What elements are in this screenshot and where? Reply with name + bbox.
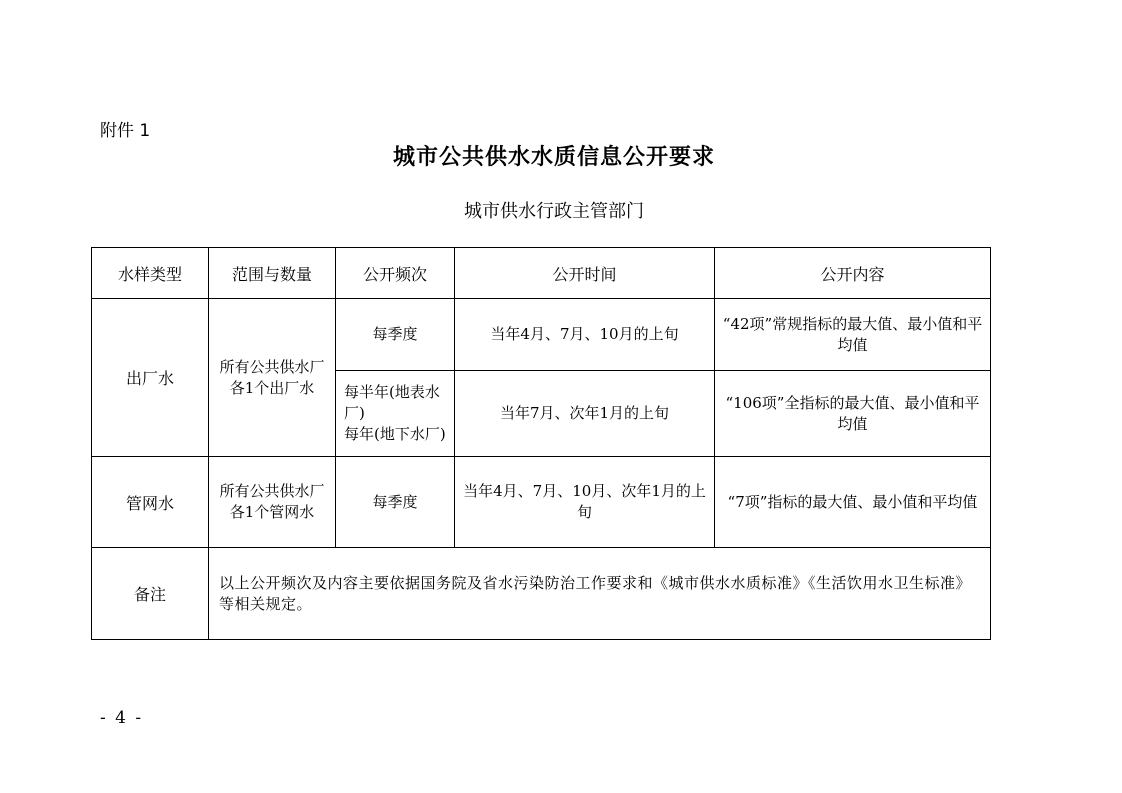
time-cell: 当年7月、次年1月的上旬 [455, 371, 715, 457]
document-title: 城市公共供水水质信息公开要求 [392, 144, 715, 170]
time-cell: 当年4月、7月、10月的上旬 [455, 299, 715, 371]
time-cell: 当年4月、7月、10月、次年1月的上旬 [455, 457, 715, 548]
column-header-frequency: 公开频次 [336, 248, 455, 299]
sample-type-outlet: 出厂水 [92, 299, 209, 457]
page-number: - 4 - [100, 708, 144, 728]
content-cell: “42项”常规指标的最大值、最小值和平均值 [715, 299, 991, 371]
column-header-sample-type: 水样类型 [92, 248, 209, 299]
table-row [92, 299, 991, 371]
table-header-row [92, 248, 991, 299]
column-header-time: 公开时间 [455, 248, 715, 299]
scope-outlet: 所有公共供水厂各1个出厂水 [209, 299, 336, 457]
content-cell: “106项”全指标的最大值、最小值和平均值 [715, 371, 991, 457]
frequency-cell: 每季度 [336, 457, 455, 548]
scope-network: 所有公共供水厂各1个管网水 [209, 457, 336, 548]
table-row [92, 548, 991, 640]
disclosure-requirements-table [91, 247, 991, 640]
note-label: 备注 [92, 548, 209, 640]
content-cell: “7项”指标的最大值、最小值和平均值 [715, 457, 991, 548]
frequency-cell: 每季度 [336, 299, 455, 371]
sample-type-network: 管网水 [92, 457, 209, 548]
note-text: 以上公开频次及内容主要依据国务院及省水污染防治工作要求和《城市供水水质标准》《生活饮用水卫生标准》等相关规定。 [209, 548, 991, 640]
document-subtitle: 城市供水行政主管部门 [464, 201, 644, 222]
column-header-content: 公开内容 [715, 248, 991, 299]
column-header-scope: 范围与数量 [209, 248, 336, 299]
frequency-cell: 每半年(地表水厂) 每年(地下水厂) [336, 371, 455, 457]
table-row [92, 457, 991, 548]
attachment-label: 附件 1 [100, 121, 151, 141]
